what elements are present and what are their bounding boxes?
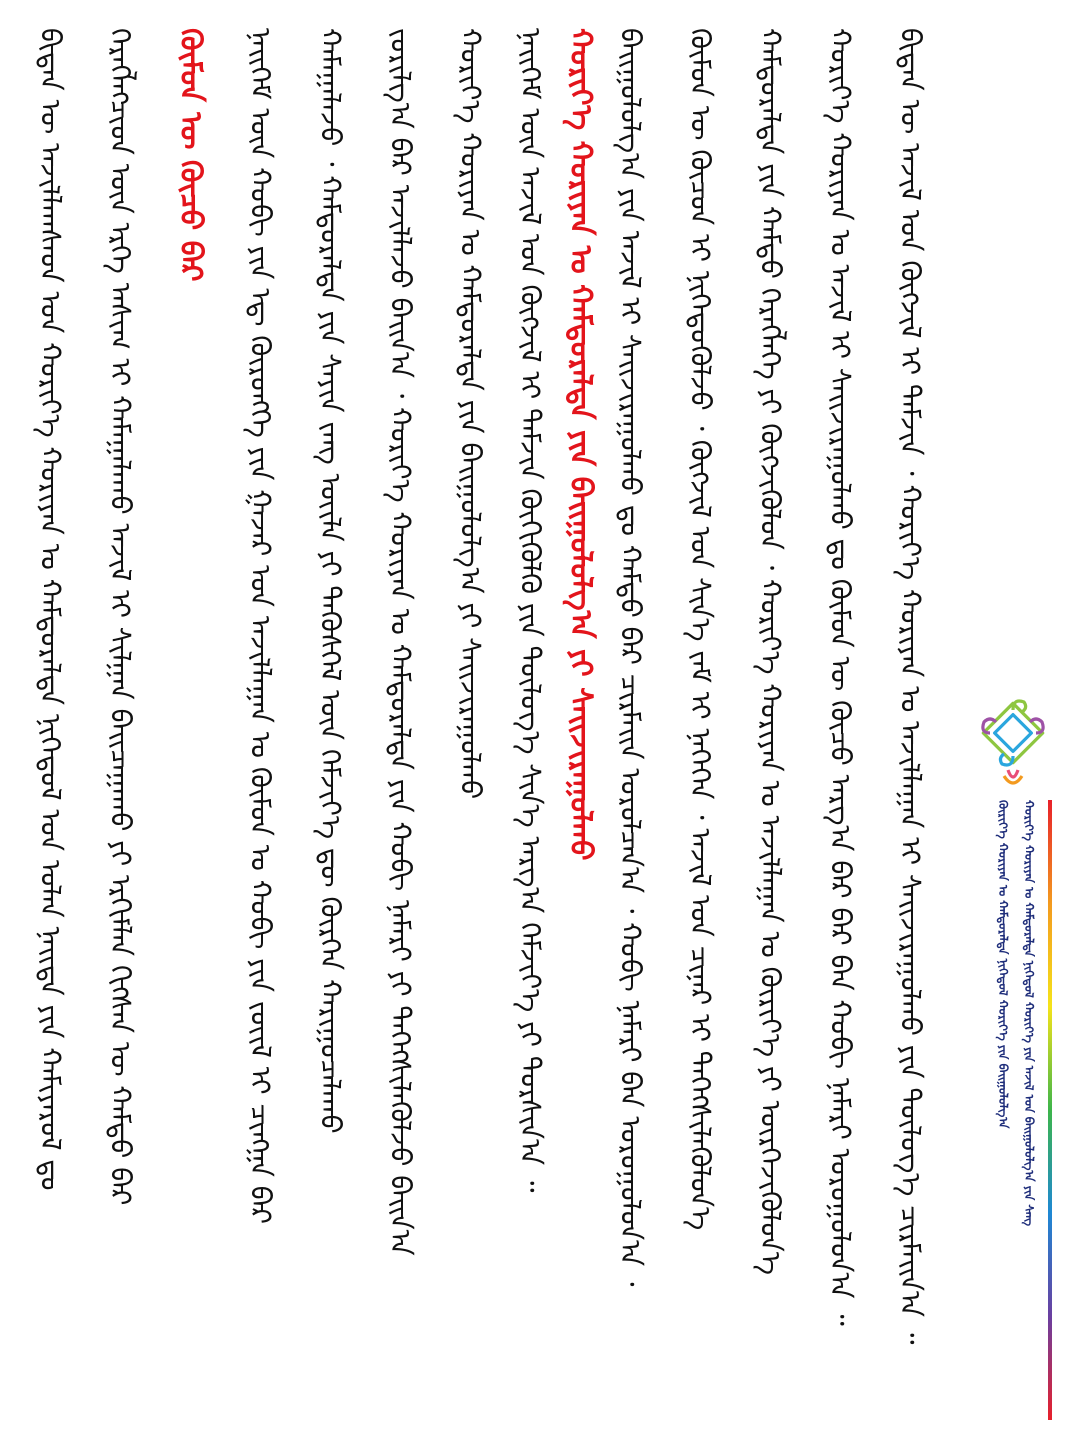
text-column-8: ᠪᠠᠢᠭᠤᠯᠤᠯᠭ᠎ᠠ ᠶᠢᠨ ᠠᠵᠢᠯ ᠢ ᠰᠠᠢᠵᠢᠷᠠᠭᠤᠯᠬᠤ ᠳᠤ ᠬᠠᠮᠲᠤ ᠪᠠᠷ ᠴᠢᠷᠮᠠᠢᠨ ᠣᠷᠤᠯᠴᠠᠨ᠎ᠠ ᠂ ᠬᠤᠪᠢ ᠨᠡᠮᠡᠷᠢ ᠪᠡᠨ ᠣᠷᠣᠭᠤᠯᠤᠨ᠎ᠠ ᠂ [614,28,647,1287]
text-column-5: ᠵᠤᠷᠢᠯᠭ᠎ᠠ ᠪᠠᠷ ᠠᠵᠢᠯᠯᠠᠵᠤ ᠪᠠᠢᠨ᠎ᠠ ᠂ ᠬᠣᠷᠢᠶ᠎ᠡ ᠬᠣᠷᠢᠶᠠᠨ ᠤ ᠬᠠᠮᠲᠤᠷᠠᠯᠲᠠ ᠶᠢᠨ ᠬᠤᠪᠢ ᠨᠡᠮᠡᠷᠢ ᠶᠢ ᠳᠡᠭᠡᠭᠰᠢᠯᠡᠭᠦᠯᠵᠦ ᠪᠠᠢᠨ᠎ᠠ [384,28,417,1256]
text-column-2: ᠬᠡᠷᠡᠭᠯᠡᠭᠴᠢᠳ ᠦᠨ ᠡᠷᠬᠡ ᠠᠰᠢᠭ ᠢ ᠬᠠᠮᠠᠭᠠᠯᠠᠬᠤ ᠠᠵᠢᠯ ᠢ ᠰᠢᠯᠭᠠᠨ ᠪᠠᠢᠴᠠᠭᠠᠬᠤ ᠶᠢ ᠡᠷᠬᠢᠮᠯᠡᠨ ᠬᠢᠭᠰᠡᠨ ᠦ ᠬᠠᠮᠲᠤ ᠪᠠᠷ [104,28,137,1206]
text-column-11: ᠬᠣᠷᠢᠶ᠎ᠡ ᠬᠣᠷᠢᠶᠠᠨ ᠤ ᠠᠵᠢᠯ ᠢ ᠰᠠᠢᠵᠢᠷᠠᠭᠤᠯᠬᠤ ᠳᠤ ᠬᠦᠮᠦᠨ ᠦ ᠬᠦᠴᠦ ᠠᠷᠭ᠎ᠠ ᠪᠠᠷ ᠪᠠᠷ ᠪᠡᠨ ᠬᠤᠪᠢ ᠨᠡᠮᠡᠷᠢ ᠣᠷᠣᠭᠤᠯᠤᠨ᠎ᠠ ᠃ [824,28,857,1326]
text-column-3: ᠨᠡᠢᠭᠡᠮ ᠦᠨ ᠬᠤᠪᠢ ᠶᠢᠨ ᠡᠳ᠋ ᠬᠥᠷᠦᠩᠭᠡ ᠶᠢᠨ ᠭᠠᠵᠠᠷ ᠤᠨ ᠠᠵᠢᠯᠯᠠᠭᠠᠨ ᠤ ᠬᠦᠮᠦᠨ ᠤ ᠬᠤᠪᠢ ᠶᠢᠨ ᠵᠦᠢᠯ ᠢ ᠴᠢᠩᠭᠠ ᠪᠠᠷ [244,28,277,1224]
document-header [986,690,1066,1430]
section-heading-2: ᠬᠣᠷᠢᠶ᠎ᠡ ᠬᠣᠷᠢᠶᠠᠨ ᠤ ᠬᠠᠮᠲᠤᠷᠠᠯᠲᠠ ᠶᠢᠨ ᠪᠠᠢᠭᠤᠯᠤᠯᠭ᠎ᠠ ᠶᠢ ᠰᠠᠢᠵᠢᠷᠠᠭᠤᠯᠬᠤ [563,28,598,861]
text-column-12: ᠪᠢᠳᠡᠨ ᠦ ᠠᠵᠢᠯ ᠤᠨ ᠬᠥᠭᠵᠢᠯ ᠢ ᠳᠡᠮᠵᠢᠨ ᠂ ᠬᠣᠷᠢᠶ᠎ᠡ ᠬᠣᠷᠢᠶᠠᠨ ᠤ ᠠᠵᠢᠯᠯᠠᠭᠠᠨ ᠢ ᠰᠠᠢᠵᠢᠷᠠᠭᠤᠯᠬᠤ ᠶᠢᠨ ᠲᠥᠯᠥᠭ᠎ᠡ ᠴᠢᠷᠮᠠᠢᠨ᠎ᠠ ᠃ [894,28,927,1345]
text-column-6: ᠬᠣᠷᠢᠶ᠎ᠡ ᠬᠣᠷᠢᠶᠠᠨ ᠤ ᠬᠠᠮᠲᠤᠷᠠᠯᠲᠠ ᠶᠢᠨ ᠪᠠᠢᠭᠤᠯᠤᠯᠭ᠎ᠠ ᠶᠢ ᠰᠠᠢᠵᠢᠷᠠᠭᠤᠯᠬᠤ [454,28,487,800]
section-heading-1: ᠬᠦᠮᠦᠨ ᠦ ᠬᠦᠴᠦ ᠪᠠᠷ [173,28,208,282]
header-line-1: ᠬᠦᠷᠢᠶ᠎ᠡ ᠬᠣᠷᠢᠶᠠᠨ ᠤ ᠬᠠᠮᠲᠤᠷᠠᠯᠲᠠ ᠨᠢᠭᠡᠳᠦᠯ ᠬᠣᠷᠢᠶ᠎ᠡ ᠶᠢᠨ ᠪᠠᠢᠭᠤᠯᠤᠯᠭ᠎ᠠ [996,800,1010,1129]
header-line-2: ᠬᠣᠷᠢᠶ᠎ᠡ ᠬᠣᠷᠢᠶᠠᠨ ᠤ ᠬᠠᠮᠲᠤᠷᠠᠯᠲᠠ ᠨᠢᠭᠡᠳᠦᠯ ᠬᠣᠷᠢᠶ᠎ᠡ ᠶᠢᠨ ᠠᠵᠢᠯ ᠤᠨ ᠪᠠᠢᠭᠤᠯᠤᠯᠭ᠎ᠠ ᠶᠢᠨ ᠰᠠᠩ [1022,800,1036,1227]
endless-knot-icon [978,690,1048,790]
text-column-10: ᠬᠠᠮᠲᠤᠷᠠᠯᠲᠠ ᠶᠢᠨ ᠬᠠᠮᠲᠤ ᠬᠡᠷᠡᠭᠯᠡᠭᠡ ᠶᠢ ᠬᠥᠭᠵᠢᠭᠦᠯᠦᠨ ᠂ ᠬᠣᠷᠢᠶ᠎ᠡ ᠬᠣᠷᠢᠶᠠᠨ ᠤ ᠠᠵᠢᠯᠯᠠᠭᠠᠨ ᠤ ᠬᠦᠷᠢᠶ᠎ᠡ ᠶᠢ ᠥᠷᠭᠡᠵᠢᠭᠦᠯᠦᠨ᠎ᠡ [754,28,787,1275]
text-column-1: ᠪᠢᠳᠡᠨ ᠦ ᠠᠵᠢᠯᠯᠠᠭᠰᠠᠳ ᠤᠨ ᠬᠣᠷᠢᠶ᠎ᠡ ᠬᠣᠷᠢᠶᠠᠨ ᠤ ᠬᠠᠮᠲᠤᠷᠠᠯᠲᠠ ᠨᠢᠭᠡᠳᠦᠯ ᠤᠨ ᠣᠯᠠᠨ ᠨᠡᠢᠲᠡ ᠶᠢᠨ ᠬᠠᠮᠢᠶᠠᠷᠤᠯ ᠳᠤ [34,28,67,1191]
text-column-9: ᠬᠦᠮᠦᠨ ᠦ ᠬᠦᠴᠦᠨ ᠢ ᠨᠢᠭᠡᠳᠦᠭᠦᠯᠵᠦ ᠂ ᠬᠥᠭᠵᠢᠯ ᠤᠨ ᠰᠢᠨ᠎ᠡ ᠵᠠᠮ ᠢ ᠨᠡᠭᠡᠭᠡᠨ ᠂ ᠠᠵᠢᠯ ᠤᠨ ᠴᠢᠨᠠᠷ ᠢ ᠳᠡᠭᠡᠭᠰᠢᠯᠡᠭᠦᠯᠦᠨ᠎ᠡ [684,28,717,1231]
text-column-7: ᠨᠡᠢᠭᠡᠮ ᠦᠨ ᠠᠵᠢᠯ ᠤᠨ ᠬᠥᠭᠵᠢᠯ ᠢ ᠳᠡᠮᠵᠢᠨ ᠬᠥᠬᠢᠭᠦᠯᠬᠦ ᠶᠢᠨ ᠲᠥᠯᠥᠭ᠎ᠡ ᠰᠢᠨ᠎ᠡ ᠠᠷᠭ᠎ᠠ ᠬᠡᠮᠵᠢᠶ᠎ᠡ ᠶᠢ ᠲᠤᠷᠰᠢᠨ᠎ᠠ ᠃ [514,28,547,1193]
rainbow-divider [1048,800,1052,1420]
text-column-4: ᠬᠠᠮᠠᠭᠠᠯᠠᠵᠤ ᠂ ᠬᠠᠮᠲᠤᠷᠠᠯᠲᠠ ᠶᠢᠨ ᠰᠠᠶᠢᠨ ᠵᠠᠩ ᠦᠢᠯᠡ ᠶᠢ ᠲᠡᠭᠦᠰᠬᠡᠯ ᠦᠨ ᠬᠡᠮᠵᠢᠶ᠎ᠡ ᠳᠦ ᠬᠦᠷᠭᠡᠨ ᠬᠠᠷᠢᠭᠤᠴᠠᠯᠠᠬᠤ [314,28,347,1134]
